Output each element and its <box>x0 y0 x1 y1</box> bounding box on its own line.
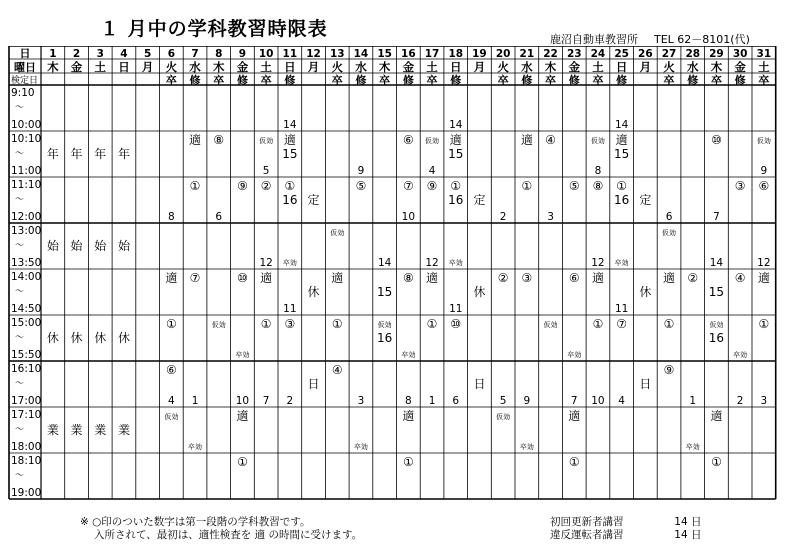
period-end: 12:00 <box>11 211 42 223</box>
lesson-number: 6 <box>665 211 673 223</box>
date-cell: 27 <box>661 48 677 60</box>
lesson-middle: 15 <box>614 147 630 161</box>
lesson-mark: ① <box>189 179 201 193</box>
lesson-number: 4 <box>168 395 175 407</box>
lesson-mark: ⑩ <box>237 271 248 285</box>
lesson-middle: 休 <box>46 331 59 345</box>
lesson-number: 11 <box>283 303 297 315</box>
date-cell: 4 <box>120 48 128 60</box>
weekday-cell: 月 <box>473 60 486 74</box>
lesson-note: 卒効 <box>235 351 250 359</box>
date-cell: 11 <box>282 48 298 60</box>
date-cell: 8 <box>215 48 223 60</box>
date-cell: 21 <box>519 48 535 60</box>
date-cell: 20 <box>495 48 511 60</box>
lesson-mark: ③ <box>734 179 746 193</box>
lesson-number: 2 <box>736 395 744 407</box>
exam-cell: 修 <box>284 74 296 87</box>
lesson-number: 1 <box>191 395 199 407</box>
lesson-number: 9 <box>357 165 365 177</box>
date-cell: 23 <box>566 48 582 60</box>
lesson-number: 10 <box>591 395 605 407</box>
lesson-note: 仮効 <box>756 137 771 145</box>
lesson-mark: ④ <box>734 271 746 285</box>
period-start: 18:10 <box>11 455 42 467</box>
date-cell: 12 <box>306 48 321 60</box>
lesson-middle: 年 <box>70 147 83 161</box>
footer-notes <box>80 516 362 542</box>
date-cell: 9 <box>238 48 247 60</box>
period-end: 11:00 <box>11 165 42 177</box>
lesson-mark: ⑩ <box>711 133 722 147</box>
school-tel: TEL 62－8101(代) <box>654 33 750 46</box>
weekday-cell: 土 <box>592 60 604 74</box>
date-cell: 22 <box>543 48 558 60</box>
lesson-number: 2 <box>286 395 294 407</box>
weekday-cell: 金 <box>236 60 249 74</box>
lesson-number: 8 <box>168 211 175 223</box>
lesson-mark: ② <box>687 271 699 285</box>
weekday-cell: 金 <box>568 60 580 74</box>
lesson-middle: 休 <box>117 331 130 345</box>
lesson-mark: ⑥ <box>758 179 770 193</box>
lesson-number: 7 <box>713 211 720 223</box>
weekday-header-label: 曜日 <box>14 61 36 74</box>
lesson-number: 8 <box>405 395 412 407</box>
page-title: １ 月中の学科教習時限表 <box>100 18 328 40</box>
lesson-mark: ① <box>616 179 628 193</box>
weekday-cell: 月 <box>307 60 320 74</box>
weekday-cell: 水 <box>355 60 367 74</box>
lesson-note: 卒効 <box>567 351 582 359</box>
exam-header-label: 検定日 <box>11 76 39 86</box>
period-start: 16:10 <box>11 363 42 375</box>
lesson-mark: 適 <box>520 133 533 147</box>
period-start: 11:10 <box>11 179 42 191</box>
period-end: 14:50 <box>11 303 42 315</box>
lesson-number: 14 <box>283 119 297 131</box>
lesson-mark: 適 <box>426 271 439 285</box>
exam-cell: 修 <box>734 74 746 87</box>
exam-cell: 修 <box>521 74 533 87</box>
period-end: 15:50 <box>11 349 42 361</box>
lesson-middle: 定 <box>473 193 486 207</box>
lesson-middle: 16 <box>614 193 630 207</box>
lesson-mark: ① <box>521 179 533 193</box>
weekday-cell: 水 <box>687 60 699 74</box>
lesson-mark: 適 <box>591 271 604 285</box>
lesson-middle: 15 <box>377 285 393 299</box>
violator-label: 違反運転者講習 <box>550 529 624 541</box>
lesson-middle: 業 <box>70 423 83 437</box>
exam-cell: 修 <box>568 74 580 87</box>
note-line-1: ※ ○印のついた数字は第一段階の学科教習です。 <box>80 516 311 528</box>
weekday-cell: 金 <box>70 60 83 74</box>
lesson-mark: ⑤ <box>568 179 580 193</box>
lesson-mark: ① <box>237 455 248 469</box>
lesson-mark: ⑧ <box>402 271 414 285</box>
lesson-mark: ④ <box>545 133 556 147</box>
lesson-note: 卒効 <box>519 443 534 451</box>
lesson-mark: ① <box>450 179 462 193</box>
lesson-middle: 定 <box>639 193 652 207</box>
lesson-note: 仮効 <box>709 321 724 329</box>
date-cell: 5 <box>143 48 152 60</box>
lesson-middle: 定 <box>307 193 320 207</box>
weekday-cell: 木 <box>378 60 391 74</box>
timetable <box>7 46 777 509</box>
lesson-mark: ④ <box>331 363 343 377</box>
date-cell: 2 <box>72 48 81 60</box>
lesson-mark: ① <box>663 317 675 331</box>
weekday-cell: 火 <box>663 60 675 74</box>
period-tilde: ～ <box>15 241 25 251</box>
lesson-mark: 適 <box>331 271 344 285</box>
lesson-number: 7 <box>570 395 578 407</box>
weekday-cell: 日 <box>118 60 130 74</box>
lesson-note: 仮効 <box>425 137 440 145</box>
period-start: 13:00 <box>11 225 42 237</box>
lesson-number: 11 <box>449 303 463 315</box>
exam-cell: 卒 <box>260 74 272 87</box>
date-cell: 17 <box>424 48 440 60</box>
lesson-mark: ⑩ <box>450 317 462 331</box>
exam-cell: 修 <box>236 74 248 87</box>
date-cell: 25 <box>614 48 629 60</box>
lesson-number: 9 <box>760 165 768 177</box>
period-end: 17:00 <box>11 395 42 407</box>
lesson-number: 3 <box>357 395 365 407</box>
lesson-middle: 日 <box>307 377 320 391</box>
lesson-middle: 始 <box>117 239 130 253</box>
lesson-mark: ⑥ <box>568 271 580 285</box>
exam-cell: 卒 <box>426 74 438 87</box>
date-cell: 1 <box>49 48 57 60</box>
lesson-middle: 年 <box>94 147 107 161</box>
note-line-2: 入所されて、最初は、適性検査を 適 の時間に受けます。 <box>94 529 363 541</box>
lesson-number: 1 <box>428 395 436 407</box>
lesson-mark: ⑥ <box>165 363 177 377</box>
lesson-mark: ⑦ <box>616 317 628 331</box>
weekday-cell: 木 <box>544 60 557 74</box>
renewal-value: 14 日 <box>674 516 702 528</box>
lesson-number: 12 <box>259 257 273 269</box>
weekday-cell: 日 <box>450 60 462 74</box>
lesson-mark: ⑤ <box>355 179 367 193</box>
lesson-number: 14 <box>709 257 724 269</box>
period-tilde: ～ <box>15 149 25 159</box>
exam-cell: 修 <box>402 74 414 87</box>
exam-cell: 卒 <box>379 74 391 87</box>
lesson-mark: 適 <box>615 133 628 147</box>
weekday-cell: 木 <box>47 60 59 74</box>
lesson-number: 5 <box>499 395 507 407</box>
date-cell: 28 <box>685 48 701 60</box>
weekday-cell: 水 <box>521 60 533 74</box>
weekday-cell: 金 <box>402 60 415 74</box>
lesson-middle: 16 <box>448 193 464 207</box>
date-cell: 19 <box>472 48 487 60</box>
lesson-middle: 休 <box>639 285 652 299</box>
lesson-mark: ⑧ <box>592 179 604 193</box>
period-end: 19:00 <box>11 487 42 499</box>
lesson-mark: ② <box>497 271 509 285</box>
weekday-cell: 土 <box>94 60 106 74</box>
lesson-number: 1 <box>689 395 697 407</box>
lesson-mark: 適 <box>568 409 581 423</box>
exam-cell: 卒 <box>758 74 770 87</box>
lesson-number: 12 <box>425 257 439 269</box>
lesson-mark: ① <box>260 317 272 331</box>
weekday-cell: 土 <box>260 60 272 74</box>
date-cell: 3 <box>96 48 104 60</box>
lesson-mark: 適 <box>283 133 296 147</box>
lesson-note: 仮効 <box>259 137 274 145</box>
lesson-number: 5 <box>262 165 270 177</box>
lesson-note: 卒効 <box>733 351 748 359</box>
weekday-cell: 木 <box>710 60 723 74</box>
weekday-cell: 土 <box>758 60 770 74</box>
lesson-middle: 日 <box>473 377 486 391</box>
lesson-mark: ① <box>426 317 438 331</box>
lesson-number: 12 <box>757 257 771 269</box>
lesson-note: 卒効 <box>353 443 368 451</box>
lesson-note: 仮効 <box>330 229 345 237</box>
lesson-number: 7 <box>262 395 270 407</box>
exam-cell: 卒 <box>592 74 604 87</box>
exam-cell: 卒 <box>213 74 225 87</box>
weekday-cell: 火 <box>165 60 178 74</box>
lesson-mark: ① <box>331 317 343 331</box>
period-tilde: ～ <box>15 287 25 297</box>
lesson-number: 4 <box>428 165 436 177</box>
lesson-middle: 始 <box>46 239 59 253</box>
lesson-note: 仮効 <box>590 137 605 145</box>
date-cell: 6 <box>167 48 176 60</box>
lesson-number: 14 <box>614 119 629 131</box>
lesson-number: 12 <box>591 257 605 269</box>
date-cell: 24 <box>590 48 606 60</box>
exam-cell: 卒 <box>710 74 722 87</box>
lesson-mark: 適 <box>165 271 178 285</box>
lesson-middle: 休 <box>473 285 486 299</box>
weekday-cell: 月 <box>141 60 154 74</box>
lesson-mark: ① <box>758 317 770 331</box>
date-cell: 31 <box>756 48 772 60</box>
lesson-mark: ② <box>260 179 272 193</box>
exam-cell: 卒 <box>497 74 509 87</box>
lesson-mark: ⑧ <box>213 133 225 147</box>
weekday-cell: 火 <box>331 60 343 74</box>
school-name: 鹿沼自動車教習所 <box>550 33 638 46</box>
lesson-middle: 年 <box>46 147 59 161</box>
lesson-number: 14 <box>377 257 392 269</box>
date-cell: 30 <box>732 48 748 60</box>
date-cell: 18 <box>448 48 464 60</box>
lesson-mark: ⑥ <box>402 133 414 147</box>
lesson-number: 10 <box>235 395 250 407</box>
period-tilde: ～ <box>15 333 25 343</box>
lesson-mark: ① <box>711 455 722 469</box>
lesson-middle: 15 <box>448 147 464 161</box>
lesson-middle: 16 <box>282 193 298 207</box>
date-cell: 29 <box>709 48 724 60</box>
lesson-mark: ① <box>592 317 604 331</box>
lesson-number: 10 <box>401 211 416 223</box>
exam-cell: 卒 <box>331 74 343 87</box>
lesson-middle: 日 <box>639 377 652 391</box>
date-cell: 14 <box>353 48 369 60</box>
lesson-note: 仮効 <box>377 321 392 329</box>
lesson-mark: ③ <box>284 317 296 331</box>
lesson-mark: ① <box>402 455 414 469</box>
date-cell: 16 <box>401 48 416 60</box>
exam-cell: 卒 <box>663 74 675 87</box>
date-header-label: 日 <box>19 47 31 60</box>
lesson-mark: ⑦ <box>189 271 201 285</box>
lesson-note: 仮効 <box>164 413 179 421</box>
lesson-mark: ⑨ <box>663 363 675 377</box>
period-tilde: ～ <box>15 195 25 205</box>
date-cell: 13 <box>329 48 345 60</box>
period-start: 17:10 <box>11 409 42 421</box>
period-tilde: ～ <box>15 103 25 113</box>
lesson-mark: 適 <box>710 409 723 423</box>
lesson-middle: 始 <box>94 239 107 253</box>
period-tilde: ～ <box>15 471 25 481</box>
lesson-middle: 年 <box>117 147 130 161</box>
period-end: 13:50 <box>11 257 42 269</box>
period-end: 18:00 <box>11 441 42 453</box>
lesson-mark: ⑦ <box>402 179 414 193</box>
lesson-mark: ① <box>568 455 580 469</box>
lesson-mark: 適 <box>236 409 249 423</box>
lesson-middle: 業 <box>94 423 107 437</box>
period-start: 15:00 <box>11 317 42 329</box>
lesson-note: 卒効 <box>614 259 629 267</box>
lesson-number: 14 <box>449 119 463 131</box>
lesson-mark: ③ <box>521 271 533 285</box>
exam-cell: 修 <box>189 74 201 87</box>
lesson-middle: 16 <box>377 331 393 345</box>
lesson-note: 卒効 <box>448 259 463 267</box>
lesson-middle: 15 <box>282 147 298 161</box>
date-cell: 15 <box>377 48 392 60</box>
period-start: 10:10 <box>11 133 42 145</box>
lesson-mark: 適 <box>663 271 676 285</box>
lesson-note: 仮効 <box>211 321 226 329</box>
date-cell: 7 <box>191 48 199 60</box>
weekday-cell: 火 <box>497 60 509 74</box>
exam-cell: 修 <box>616 74 628 87</box>
renewal-label: 初回更新者講習 <box>550 516 624 528</box>
exam-cell: 修 <box>355 74 367 87</box>
lesson-number: 6 <box>215 211 223 223</box>
violator-value: 14 日 <box>674 529 702 541</box>
lesson-middle: 休 <box>94 331 107 345</box>
lesson-mark: 適 <box>449 133 462 147</box>
lesson-note: 仮効 <box>662 229 677 237</box>
lesson-number: 9 <box>523 395 531 407</box>
lesson-note: 卒効 <box>188 443 203 451</box>
lesson-middle: 15 <box>708 285 725 299</box>
lecture-notes <box>550 516 702 542</box>
weekday-cell: 日 <box>615 60 628 74</box>
lesson-note: 仮効 <box>543 321 558 329</box>
period-tilde: ～ <box>15 379 25 389</box>
exam-cell: 修 <box>450 74 462 87</box>
lesson-middle: 業 <box>46 423 59 437</box>
lesson-number: 3 <box>547 211 554 223</box>
lesson-number: 4 <box>618 395 625 407</box>
weekday-cell: 金 <box>734 60 746 74</box>
lesson-middle: 休 <box>70 331 83 345</box>
lesson-mark: 適 <box>402 409 415 423</box>
lesson-mark: 適 <box>189 133 202 147</box>
lesson-mark: ① <box>284 179 296 193</box>
weekday-cell: 土 <box>426 60 438 74</box>
weekday-cell: 水 <box>189 60 201 74</box>
lesson-number: 2 <box>499 211 507 223</box>
lesson-mark: ⑨ <box>426 179 438 193</box>
lesson-number: 11 <box>614 303 629 315</box>
lesson-note: 卒効 <box>685 443 700 451</box>
lesson-note: 卒効 <box>282 259 297 267</box>
lesson-mark: ⑨ <box>237 179 248 193</box>
lesson-middle: 16 <box>708 331 725 345</box>
lesson-middle: 始 <box>70 239 83 253</box>
lesson-number: 8 <box>594 165 602 177</box>
date-cell: 26 <box>638 48 653 60</box>
exam-cell: 卒 <box>165 74 177 87</box>
weekday-cell: 月 <box>639 60 652 74</box>
lesson-number: 3 <box>760 395 768 407</box>
lesson-middle: 休 <box>307 285 320 299</box>
weekday-cell: 木 <box>213 60 225 74</box>
lesson-mark: 適 <box>757 271 770 285</box>
lesson-middle: 業 <box>117 423 130 437</box>
lesson-note: 仮効 <box>496 413 511 421</box>
school-info <box>550 31 766 47</box>
lesson-number: 6 <box>452 395 460 407</box>
exam-cell: 卒 <box>545 74 557 87</box>
lesson-note: 卒効 <box>401 351 416 359</box>
period-tilde: ～ <box>15 425 25 435</box>
lesson-mark: ① <box>165 317 177 331</box>
date-cell: 10 <box>258 48 274 60</box>
exam-cell: 修 <box>687 74 699 87</box>
period-start: 14:00 <box>11 271 42 283</box>
weekday-cell: 日 <box>284 60 296 74</box>
period-start: 9:10 <box>11 87 35 99</box>
lesson-mark: 適 <box>260 271 273 285</box>
period-end: 10:00 <box>11 119 42 131</box>
